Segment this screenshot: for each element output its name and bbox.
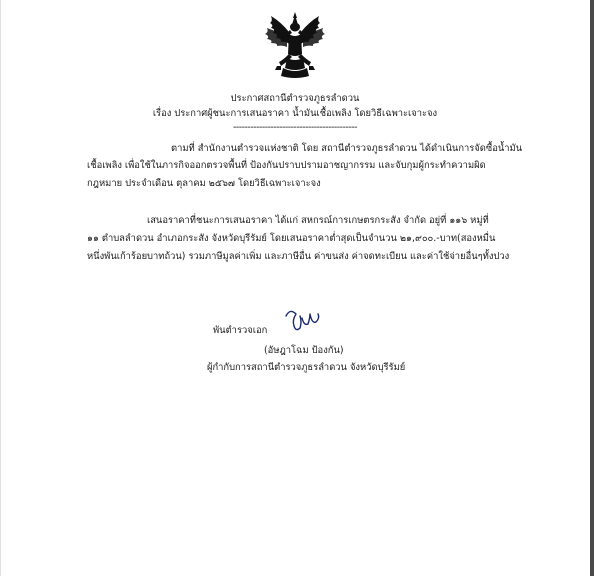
page-right-border xyxy=(590,0,594,576)
paragraph-2-line-2: ๑๑ ตำบลลำดวน อำเภอกระสัง จังหวัดบุรีรัมย์ โดยเสนอราคาต่ำสุดเป็นจำนวน ๒๑,๙๐๐.-บาท(สองหมื่น xyxy=(87,233,496,244)
page-left-edge xyxy=(0,0,1,576)
document-issuer: ประกาศสถานีตำรวจภูธรลำดวน xyxy=(230,93,360,104)
signatory-rank: พันตำรวจเอก xyxy=(213,325,268,336)
handwritten-signature xyxy=(280,306,324,336)
signatory-position: ผู้กำกับการสถานีตำรวจภูธรลำดวน จังหวัดบุรีรัมย์ xyxy=(207,362,406,373)
garuda-emblem-icon xyxy=(259,10,331,82)
paragraph-1-line-3: กฎหมาย ประจำเดือน ตุลาคม ๒๕๖๗ โดยวิธีเฉพาะเจาะจง xyxy=(87,178,321,189)
paragraph-1-line-1: ตามที่ สำนักงานตำรวจแห่งชาติ โดย สถานีตำรวจภูธรลำดวน ได้ดำเนินการจัดซื้อน้ำมัน xyxy=(171,143,523,154)
signatory-name: (อัษฎาโฉม ป้องกัน) xyxy=(264,345,344,356)
header-divider: ------------------------------------------- xyxy=(233,122,357,133)
paragraph-2-line-1: เสนอราคาที่ชนะการเสนอราคา ได้แก่ สหกรณ์การเกษตรกระสัง จำกัด อยู่ที่ ๑๑๖ หมู่ที่ xyxy=(147,215,489,226)
paragraph-2-line-3: หนึ่งพันเก้าร้อยบาทถ้วน) รวมภาษีมูลค่าเพิ่ม และภาษีอื่น ค่าขนส่ง ค่าจดทะเบียน และค่าใช้จ่ายอื่นๆทั้งปวง xyxy=(87,251,510,262)
document-subject: เรื่อง ประกาศผู้ชนะการเสนอราคา น้ำมันเชื้อเพลิง โดยวิธีเฉพาะเจาะจง xyxy=(152,108,438,119)
paragraph-1-line-2: เชื้อเพลิง เพื่อใช้ในภารกิจออกตรวจพื้นที่ ป้องกันปราบปรามอาชญากรรม และจับกุมผู้กระทำความผิด xyxy=(87,160,486,171)
